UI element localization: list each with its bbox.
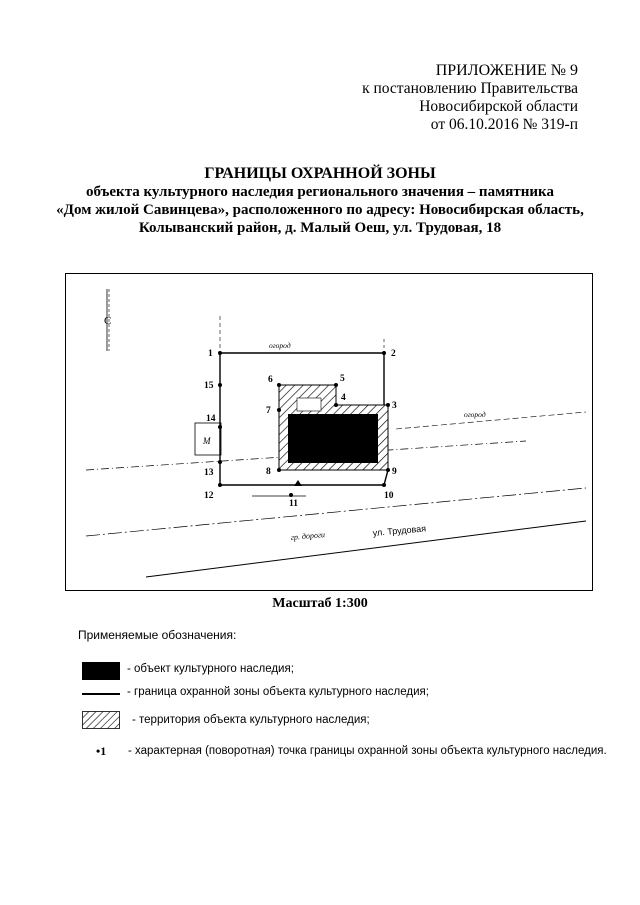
legend-title: Применяемые обозначения:	[78, 628, 237, 642]
title-main: ГРАНИЦЫ ОХРАННОЙ ЗОНЫ	[204, 165, 436, 182]
boundary-point-5	[334, 383, 338, 387]
map-scale: Масштаб 1:300	[272, 596, 368, 611]
point-label: 5	[340, 374, 345, 384]
road-edge-line	[146, 521, 586, 577]
point-label: 8	[266, 467, 271, 477]
road-label: гр. дороги	[290, 530, 326, 542]
boundary-point-14	[218, 425, 222, 429]
legend-black-fill-swatch	[82, 662, 120, 680]
map-frame	[65, 273, 593, 591]
boundary-point-9	[386, 468, 390, 472]
point-label: 9	[392, 467, 397, 477]
title-line-2: «Дом жилой Савинцева», расположенного по адресу: Новосибирская область,	[56, 202, 584, 218]
point-label: 12	[204, 491, 214, 501]
boundary-point-7	[277, 408, 281, 412]
boundary-point-8	[277, 468, 281, 472]
title-line-1: объекта культурного наследия регионального значения – памятника	[86, 184, 554, 200]
point-label: 7	[266, 406, 271, 416]
fence-line	[396, 412, 586, 429]
point-label: 11	[289, 499, 298, 509]
point-label: 2	[391, 349, 396, 359]
point-label: 15	[204, 381, 214, 391]
appendix-header	[362, 62, 578, 134]
boundary-point-6	[277, 383, 281, 387]
boundary-point-12	[218, 483, 222, 487]
legend-item-text: - объект культурного наследия;	[127, 663, 294, 675]
point-label: 6	[268, 375, 273, 385]
street-label: ул. Трудовая	[372, 523, 427, 538]
boundary-point-10	[382, 483, 386, 487]
appendix-number: ПРИЛОЖЕНИЕ № 9	[435, 62, 578, 79]
boundary-point-15	[218, 383, 222, 387]
title-line-3: Колыванский район, д. Малый Оеш, ул. Трудовая, 18	[138, 220, 502, 236]
legend-point-symbol: •1	[96, 744, 107, 758]
fence-label-top: огород	[269, 341, 291, 350]
boundary-point-2	[382, 351, 386, 355]
entrance-arrow-icon	[294, 480, 302, 486]
boundary-map	[66, 274, 593, 591]
point-label: 4	[341, 393, 346, 403]
fence-label-right: огород	[464, 410, 486, 419]
appendix-date-line: от 06.10.2016 № 319-п	[430, 116, 578, 133]
point-label: 14	[206, 414, 216, 424]
point-label: 1	[208, 349, 213, 359]
boundary-point-13	[218, 460, 222, 464]
boundary-point-4	[334, 403, 338, 407]
north-label: С	[104, 315, 112, 327]
legend-item-text: - территория объекта культурного наследия;	[132, 714, 370, 726]
legend-hatch-swatch	[82, 711, 120, 729]
point-label: 13	[204, 468, 214, 478]
boundary-point-11	[289, 493, 293, 497]
boundary-point-1	[218, 351, 222, 355]
heritage-object	[288, 414, 378, 463]
legend-line-swatch	[82, 693, 120, 695]
appendix-region-line: Новосибирской области	[419, 98, 578, 115]
road-edge-line	[86, 488, 586, 536]
appendix-resolution-line: к постановлению Правительства	[362, 80, 578, 97]
boundary-point-3	[386, 403, 390, 407]
document-title	[0, 165, 640, 237]
point-label: 3	[392, 401, 397, 411]
point-label: 10	[384, 491, 394, 501]
legend-item-text: - характерная (поворотная) точка границы охранной зоны объекта культурного наследия.	[128, 745, 607, 757]
legend-item-text: - граница охранной зоны объекта культурного наследия;	[127, 686, 429, 698]
annex-label: М	[203, 436, 211, 446]
north-arrow-icon	[104, 289, 111, 351]
porch	[297, 398, 321, 411]
